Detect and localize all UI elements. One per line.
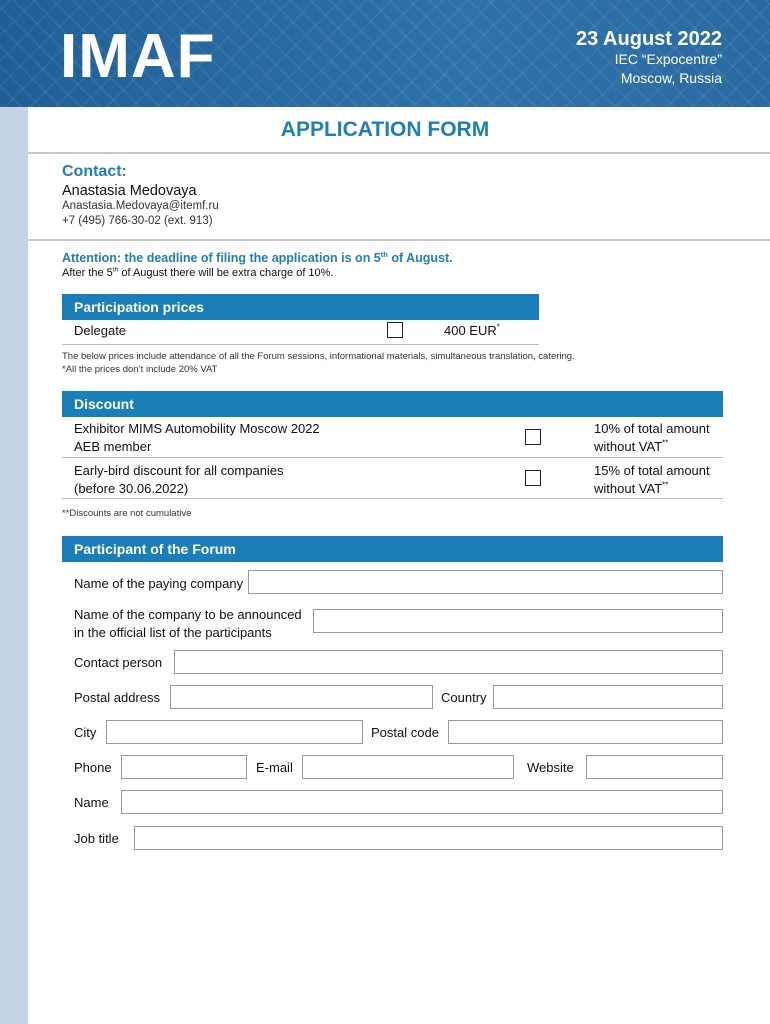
contact-person-label: Contact person <box>74 655 163 670</box>
website-field[interactable] <box>586 755 723 779</box>
extra-charge-note: After the 5th of August there will be extra charge of 10%. <box>62 266 334 279</box>
event-info <box>576 28 722 88</box>
participation-prices-header: Participation prices <box>62 294 539 320</box>
delegate-label: Delegate <box>74 323 127 338</box>
discount-row-2-value: 15% of total amount without VAT** <box>594 463 710 496</box>
event-city: Moscow, Russia <box>620 70 722 86</box>
form-title: APPLICATION FORM <box>280 118 490 141</box>
prices-note: The below prices include attendance of all the Forum sessions, informational materials, simultaneous translation, catering. <box>62 351 575 362</box>
country-field[interactable] <box>493 685 723 709</box>
divider <box>28 239 770 241</box>
page-header <box>0 0 770 107</box>
name-label: Name <box>74 795 109 810</box>
divider <box>62 498 723 499</box>
discount-row-1-value: 10% of total amount without VAT** <box>594 421 710 454</box>
discount-header: Discount <box>62 391 723 417</box>
contact-email[interactable]: Anastasia.Medovaya@itemf.ru <box>62 200 219 212</box>
contact-heading: Contact: <box>62 163 127 180</box>
email-field[interactable] <box>302 755 514 779</box>
discount-note: **Discounts are not cumulative <box>62 508 192 519</box>
vat-note: *All the prices don’t include 20% VAT <box>62 364 218 375</box>
postal-address-field[interactable] <box>170 685 433 709</box>
event-venue: IEC “Expocentre” <box>614 51 722 67</box>
phone-label: Phone <box>74 760 112 775</box>
divider <box>62 344 539 345</box>
discount-row-1-checkbox[interactable] <box>525 429 541 445</box>
left-decorative-bar <box>0 107 28 1024</box>
website-label: Website <box>527 760 574 775</box>
divider <box>28 152 770 154</box>
job-title-label: Job title <box>74 831 119 846</box>
country-label: Country <box>441 690 487 705</box>
announced-company-field[interactable] <box>313 609 723 633</box>
city-label: City <box>74 725 97 740</box>
deadline-attention: Attention: the deadline of filing the application is on 5th of August. <box>62 249 453 265</box>
contact-name: Anastasia Medovaya <box>62 183 197 199</box>
discount-row-2-label: Early-bird discount for all companies (before 30.06.2022) <box>74 463 284 496</box>
discount-row-1-label: Exhibitor MIMS Automobility Moscow 2022 AEB member <box>74 421 320 454</box>
divider <box>62 457 723 458</box>
event-date: 23 August 2022 <box>576 28 722 50</box>
name-field[interactable] <box>121 790 723 814</box>
paying-company-label: Name of the paying company <box>74 576 244 591</box>
imaf-logo: IMAF <box>60 22 216 91</box>
job-title-field[interactable] <box>134 826 723 850</box>
announced-company-label: Name of the company to be announced in the official list of the participants <box>74 607 302 640</box>
phone-field[interactable] <box>121 755 247 779</box>
delegate-checkbox[interactable] <box>387 322 403 338</box>
contact-person-field[interactable] <box>174 650 723 674</box>
paying-company-field[interactable] <box>248 570 723 594</box>
discount-row-2-checkbox[interactable] <box>525 470 541 486</box>
delegate-price: 400 EUR* <box>444 322 500 338</box>
postal-address-label: Postal address <box>74 690 160 705</box>
postal-code-field[interactable] <box>448 720 723 744</box>
email-label: E-mail <box>256 760 293 775</box>
contact-phone: +7 (495) 766-30-02 (ext. 913) <box>62 215 213 227</box>
postal-code-label: Postal code <box>371 725 439 740</box>
participant-header: Participant of the Forum <box>62 536 723 562</box>
city-field[interactable] <box>106 720 363 744</box>
